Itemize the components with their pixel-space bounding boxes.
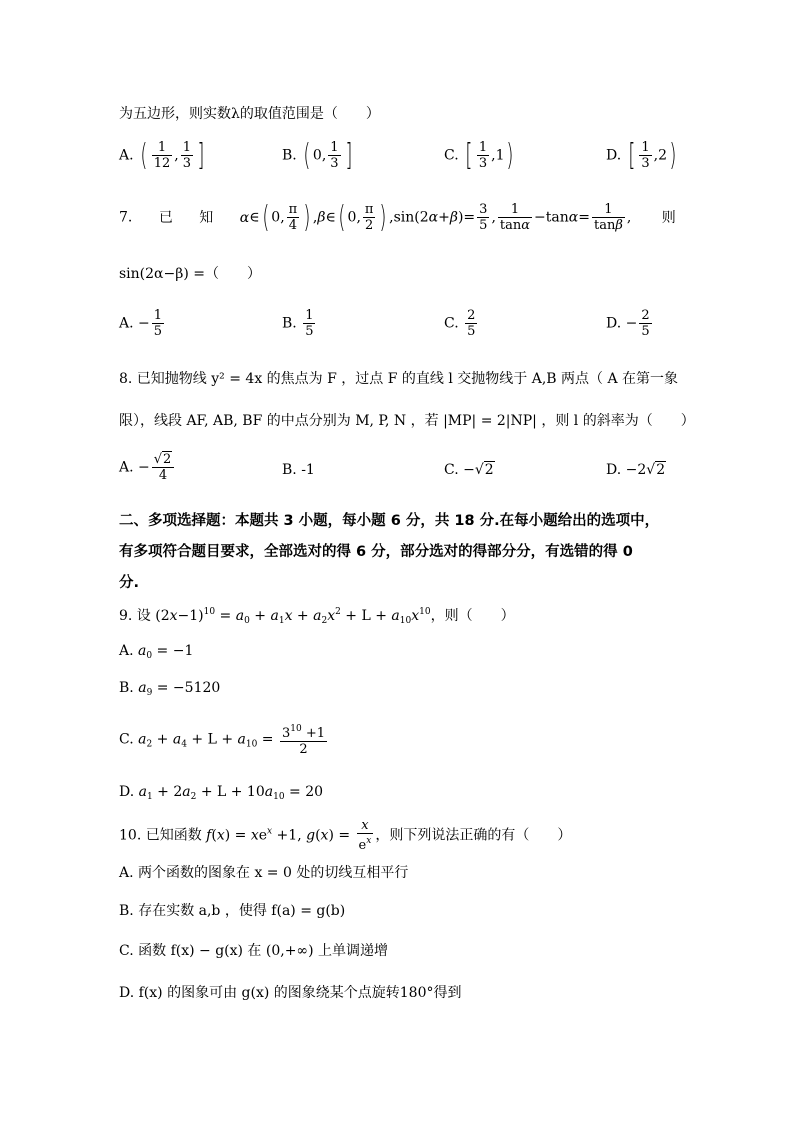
q8-option-d: D. −2√2	[606, 462, 666, 478]
option-label: C.	[444, 147, 459, 164]
q10-option-c: C. 函数 f(x) − g(x) 在 (0,+∞) 上单调递增	[119, 943, 389, 959]
option-label: B.	[282, 315, 297, 332]
q7-option-c: C. $\frac{2}{5}$	[444, 308, 476, 339]
option-label: A.	[119, 459, 134, 476]
q7-stem: 7. 已 知 α∈( 0, $\frac{\pi}{4}$ ) ,β∈( 0, $\frac{\pi}{2}$ ) ,sin(2α+β)= $\frac{3}{5}$ , $\frac{1}{\tan\alpha}$ −tanα= $\frac{1}{\tan\beta}$ , 则	[119, 200, 676, 235]
section2-line3: 分.	[119, 575, 140, 591]
option-label: C.	[444, 462, 459, 478]
q6-option-b: B. ( 0, $\frac{1}{3}$ ]	[282, 138, 352, 173]
option-label: B.	[119, 680, 134, 696]
q7-option-d: D. − $\frac{2}{5}$	[606, 308, 650, 339]
q8-option-b: B. -1	[282, 462, 315, 478]
q10-option-b: B. 存在实数 a,b ，使得 f(a) = g(b)	[119, 903, 346, 919]
option-label: B.	[282, 147, 297, 164]
option-label: D.	[606, 147, 622, 164]
q9-option-a: A. $a_0 = -1$	[119, 643, 194, 661]
q9-option-c: C. $a_2 + a_4 + L + a_{10}$ = $\frac{3^{10} +1}{2}$	[119, 724, 325, 757]
q9-option-b: B. $a_9 = -5120$	[119, 680, 221, 698]
q10-stem: 10. 已知函数 $f(x) = xe^x +1$, g(x) = $\frac{x}{e^x}$ ，则下列说法正确的有（ ）	[119, 818, 572, 853]
section2-line1: 二、多项选择题：本题共 3 小题，每小题 6 分，共 18 分.在每小题给出的选项中，	[119, 513, 660, 529]
option-label: A.	[119, 643, 134, 659]
option-label: C.	[119, 731, 134, 748]
q8-option-a: A. − $\frac{√2}{4}$	[119, 452, 176, 483]
q7-option-b: B. $\frac{1}{5}$	[282, 308, 314, 339]
q6-option-a: A. ( $\frac{1}{12}$ , $\frac{1}{3}$ ]	[119, 138, 205, 173]
section2-line2: 有多项符合题目要求，全部选对的得 6 分，部分选对的得部分分，有选错的得 0	[119, 544, 633, 560]
option-label: D.	[606, 462, 622, 478]
q6-stem: 为五边形，则实数λ的取值范围是（ ）	[119, 106, 380, 122]
q6-option-c: C. [ $\frac{1}{3}$ ,1)	[444, 138, 514, 173]
q6-option-d: D. [ $\frac{1}{3}$ ,2)	[606, 138, 677, 173]
option-label: D.	[606, 315, 622, 332]
q10-option-a: A. 两个函数的图象在 x = 0 处的切线互相平行	[119, 865, 409, 881]
q7-ask: sin(2α−β) =（ ）	[119, 266, 261, 282]
q8-line1: 8. 已知抛物线 y² = 4x 的焦点为 F ，过点 F 的直线 l 交抛物线于 A,B 两点（ A 在第一象	[119, 371, 679, 387]
q8-line2: 限），线段 AF, AB, BF 的中点分别为 M, P, N ，若 |MP| = 2|NP| ，则 l 的斜率为（ ）	[119, 413, 695, 429]
q9-option-d: D. $a_1 + 2a_2 + L + 10a_{10} = 20$	[119, 784, 324, 802]
q10-option-d: D. f(x) 的图象可由 g(x) 的图象绕某个点旋转180°得到	[119, 985, 462, 1001]
option-label: C.	[444, 315, 459, 332]
option-label: A.	[119, 147, 134, 164]
q7-option-a: A. − $\frac{1}{5}$	[119, 308, 163, 339]
q8-option-c: C. −√2	[444, 462, 494, 478]
q9-stem: 9. 设 $(2x-1)^{10} = a_0 + a_1x + a_2x^2 + L + a_{10}x^{10}$，则（ ）	[119, 607, 515, 626]
option-label: A.	[119, 315, 134, 332]
option-label: D.	[119, 784, 135, 800]
option-label: B.	[282, 462, 297, 478]
